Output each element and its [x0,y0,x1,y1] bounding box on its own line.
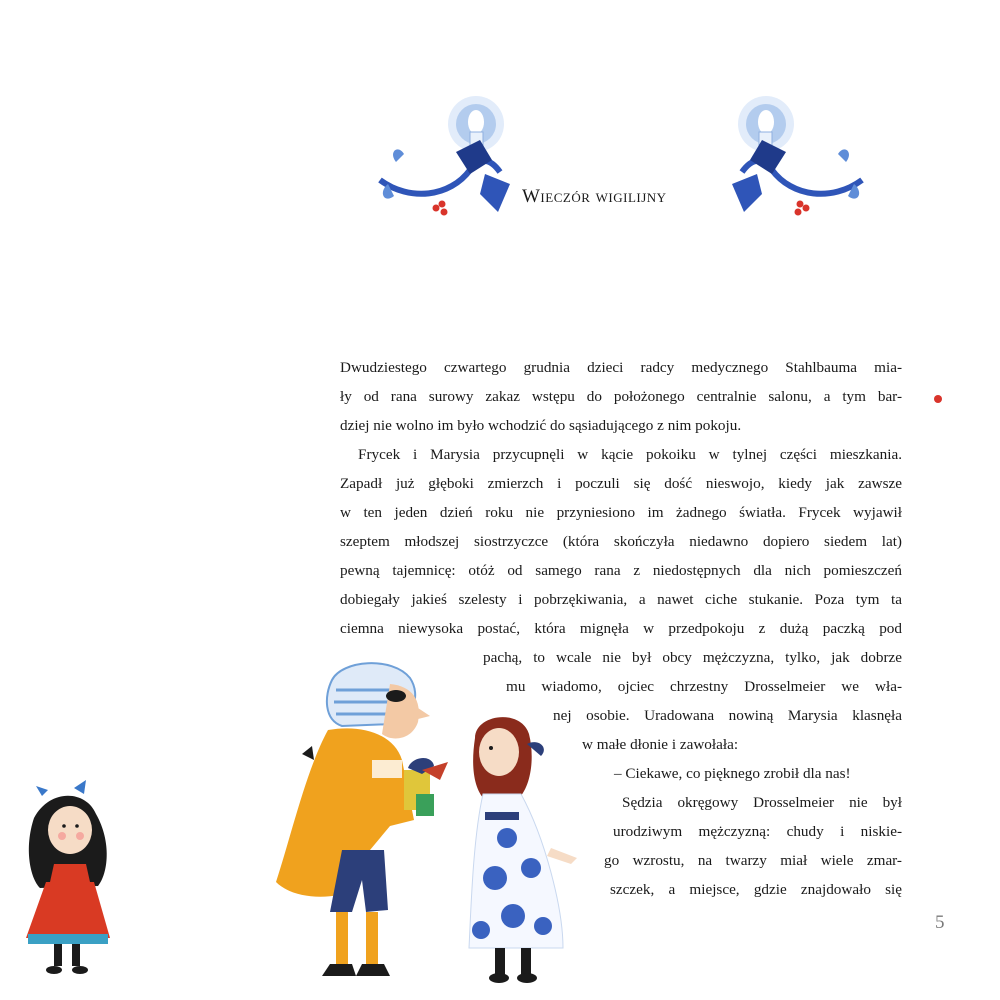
text-line: w ten jeden dzień roku nie przyniesiono im żadnego światła. Frycek wyjawił [340,504,902,521]
text-line: Zapadł już głęboki zmierzch i poczuli się dość nieswojo, kiedy jak zawsze [340,475,902,492]
text-line: – Ciekawe, co pięknego zrobił dla nas! [614,765,851,782]
text-line: Dwudziestego czwartego grudnia dzieci radcy medycznego Stahlbauma mia- [340,359,902,376]
text-line: dobiegały jakieś szelesty i pobrzękiwania, a nawet ciche stukanie. Poza tym ta [340,591,902,608]
chapter-title: Wieczór wigilijny [522,186,667,207]
text-line: go wzrostu, na twarzy miał wiele zmar- [604,852,902,869]
decorative-red-dot [934,395,942,403]
text-line: mu wiadomo, ojciec chrzestny Drosselmeier we wła- [506,678,902,695]
drosselmeier-illustration [272,650,454,990]
marysia-blue-dress-illustration [455,708,585,988]
girl-red-dress-illustration [14,778,124,978]
text-line: pewną tajemnicę: otóż od samego rana z niedostępnych dla nich pomieszczeń [340,562,902,579]
text-line: Frycek i Marysia przycupnęli w kącie pokoiku w tylnej części mieszkania. [358,446,902,463]
text-line: urodziwym mężczyzną: chudy i niskie- [613,823,902,840]
text-line: ciemna niewysoka postać, która mignęła w przedpokoju z dużą paczką pod [340,620,902,637]
text-line: Sędzia okręgowy Drosselmeier nie był [622,794,902,811]
text-line: pachą, to wcale nie był obcy mężczyzna, tylko, jak dobrze [483,649,902,666]
text-line: szczek, a miejsce, gdzie znajdowało się [610,881,902,898]
text-line: szeptem młodszej siostrzyczce (która skończyła niedawno dopiero siedem lat) [340,533,902,550]
text-line: nej osobie. Uradowana nowiną Marysia klasnęła [553,707,902,724]
candle-ornament-left-icon [370,92,520,222]
text-line: w małe dłonie i zawołała: [582,736,739,753]
text-line: dziej nie wolno im było wchodzić do sąsiadującego z nim pokoju. [340,417,742,434]
page-number: 5 [935,912,945,933]
candle-ornament-right-icon [722,92,872,222]
text-line: ły od rana surowy zakaz wstępu do położonego centralnie salonu, a tym bar- [340,388,902,405]
